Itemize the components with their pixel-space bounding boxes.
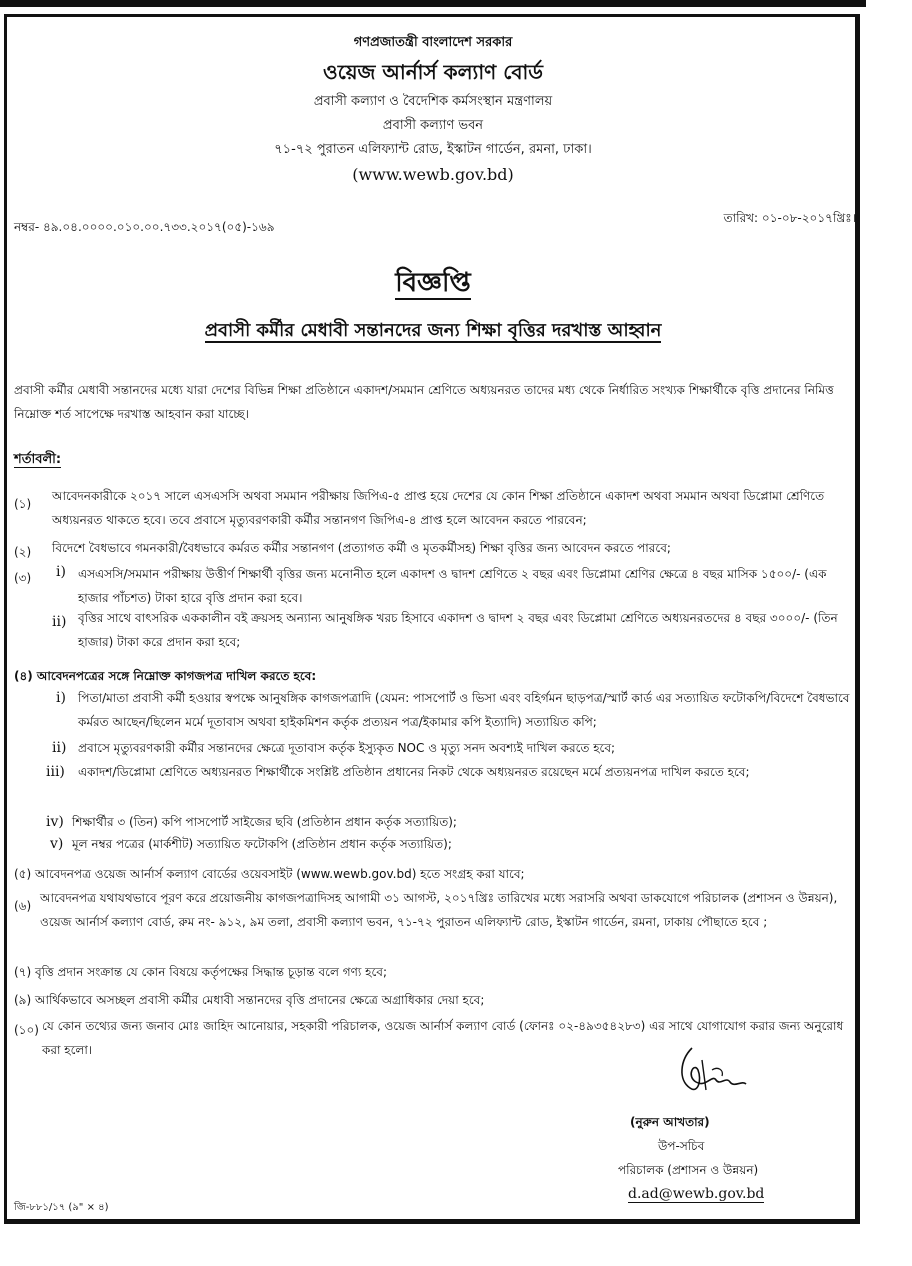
signatory-email[interactable] — [628, 1186, 764, 1202]
signatory-email-text[interactable]: d.ad@wewb.gov.bd — [628, 1186, 765, 1202]
notice-subject — [0, 316, 866, 347]
condition-4-iii-label: iii) — [46, 764, 65, 780]
condition-4-v-label: v) — [50, 836, 64, 852]
intro-paragraph: প্রবাসী কর্মীর মেধাবী সন্তানদের মধ্যে যারা দেশের বিভিন্ন শিক্ষা প্রতিষ্ঠানে একাদশ/সমমান শ্রেণিতে অধ্যয়নরত তাদের মধ্য থেকে নির্ধারিত সংখ্যক শিক্ষার্থীকে বৃত্তি প্রদানের নিমিত্ত নিম্নোক্ত শর্ত সাপেক্ষে দরখাস্ত আহবান করা যাচ্ছে। — [14, 383, 834, 421]
building-name: প্রবাসী কল্যাণ ভবন — [382, 118, 484, 133]
condition-6-text: আবেদনপত্র যথাযথভাবে পূরণ করে প্রয়োজনীয় কাগজপত্রাদিসহ আগামী ৩১ আগস্ট, ২০১৭খ্রিঃ তারিখের মধ্যে সরাসরি অথবা ডাকযোগে পরিচালক (প্রশাসন ও উন্নয়ন), ওয়েজ আর্নার্স কল্যাণ বোর্ড, রুম নং- ৯১২, ৯ম তলা, প্রবাসী কল্যাণ ভবন, ৭১-৭২ পুরাতন এলিফ্যান্ট রোড, ইস্কাটন গার্ডেন, রমনা, ঢাকায় পৌছাতে হবে ; — [40, 891, 838, 929]
condition-3-i-label: i) — [56, 564, 66, 580]
issue-date: তারিখ: ০১-০৮-২০১৭খ্রিঃ। — [723, 211, 856, 225]
condition-4-v-text: মূল নম্বর পত্রের (মার্কশীট) সত্যায়িত ফটোকপি (প্রতিষ্ঠান প্রধান কর্তৃক সত্যায়িত); — [72, 837, 452, 851]
conditions-heading — [14, 450, 61, 471]
footer-code: জি-৮৮১/১৭ (৯" × ৪) — [14, 1202, 109, 1213]
condition-4-iv-label: iv) — [46, 814, 64, 830]
condition-10-number: (১০) — [14, 1023, 39, 1037]
condition-4-iii-text: একাদশ/ডিপ্লোমা শ্রেণিতে অধ্যয়নরত শিক্ষার্থীকে সংশ্লিষ্ট প্রতিষ্ঠান প্রধানের নিকট থেকে অধ্যয়নরত রয়েছেন মর্মে প্রত্যয়নপত্র দাখিল করতে হবে; — [78, 765, 750, 779]
condition-3-ii-text: বৃত্তির সাথে বাৎসরিক এককালীন বই ক্রয়সহ অন্যান্য আনুষঙ্গিক খরচ হিসাবে একাদশ ও দ্বাদশ ২ বছর এবং ডিপ্লোমা শ্রেণিতে অধ্যয়নরতদের ৪ বছর ৩০০০/- (তিন হাজার) টাকা করে প্রদান করা হবে; — [78, 611, 838, 649]
condition-2-text: বিদেশে বৈধভাবে গমনকারী/বৈধভাবে কর্মরত কর্মীর সন্তানগণ (প্রত্যাগত কর্মী ও মৃতকর্মীসহ) শিক্ষা বৃত্তির জন্য আবেদন করতে পারবে; — [52, 541, 671, 555]
notice-subject-text: প্রবাসী কর্মীর মেধাবী সন্তানদের জন্য শিক্ষা বৃত্তির দরখাস্ত আহ্বান — [204, 320, 662, 341]
reference-number: নম্বর- ৪৯.০৪.০০০০.০১০.০০.৭৩৩.২০১৭(০৫)-১৬৯ — [14, 220, 275, 234]
website-link[interactable]: (www.wewb.gov.bd) — [352, 165, 514, 184]
conditions-heading-text: শর্তাবলী: — [14, 452, 62, 467]
signature-mark — [672, 1040, 752, 1100]
condition-3-number: (৩) — [14, 571, 32, 585]
condition-4-heading: (৪) আবেদনপত্রের সঙ্গে নিম্নোক্ত কাগজপত্র দাখিল করতে হবে: — [14, 669, 317, 683]
condition-3-i-text: এসএসসি/সমমান পরীক্ষায় উত্তীর্ণ শিক্ষার্থী বৃত্তির জন্য মনোনীত হলে একাদশ ও দ্বাদশ শ্রেণিতে ২ বছর এবং ডিপ্লোমা শ্রেণির ক্ষেত্রে ৪ বছর মাসিক ১৫০০/- (এক হাজার পাঁচশত) টাকা হারে বৃত্তি প্রদান করা হবে। — [78, 567, 827, 605]
condition-9-text: (৯) আর্থিকভাবে অসচ্ছল প্রবাসী কর্মীর মেধাবী সন্তানদের বৃত্তি প্রদানের ক্ষেত্রে অগ্রাধিকার দেয়া হবে; — [14, 993, 485, 1007]
govt-title: গণপ্রজাতন্ত্রী বাংলাদেশ সরকার — [353, 35, 513, 50]
condition-10-text: যে কোন তথ্যের জন্য জনাব মোঃ জাহিদ আনোয়ার, সহকারী পরিচালক, ওয়েজ আর্নার্স কল্যাণ বোর্ড (ফোনঃ ০২-৪৯৩৫৪২৮৩) এর সাথে যোগাযোগ করার জন্য অনুরোধ করা হলো। — [42, 1019, 844, 1057]
condition-1-number: (১) — [14, 497, 32, 511]
condition-1-text: আবেদনকারীকে ২০১৭ সালে এসএসসি অথবা সমমান পরীক্ষায় জিপিএ-৫ প্রাপ্ত হয়ে দেশের যে কোন শিক্ষা প্রতিষ্ঠানে একাদশ অথবা সমমান অথবা ডিপ্লোমা শ্রেণিতে অধ্যয়নরত থাকতে হবে। তবে প্রবাসে মৃত্যুবরণকারী কর্মীর সন্তানগণ জিপিএ-৪ প্রাপ্ত হলে আবেদন করতে পারবেন; — [52, 489, 825, 527]
notice-title — [0, 262, 866, 306]
condition-4-i-label: i) — [56, 690, 66, 706]
condition-5-text: (৫) আবেদনপত্র ওয়েজ আর্নার্স কল্যাণ বোর্ডের ওয়েবসাইট (www.wewb.gov.bd) হতে সংগ্রহ করা যাবে; — [14, 867, 525, 881]
signatory-post: পরিচালক (প্রশাসন ও উন্নয়ন) — [618, 1163, 759, 1177]
condition-4-ii-label: ii) — [52, 740, 67, 756]
board-title: ওয়েজ আর্নার্স কল্যাণ বোর্ড — [323, 60, 543, 84]
condition-2-number: (২) — [14, 545, 32, 559]
condition-4-iv-text: শিক্ষার্থীর ৩ (তিন) কপি পাসপোর্ট সাইজের ছবি (প্রতিষ্ঠান প্রধান কর্তৃক সত্যায়িত); — [72, 815, 457, 829]
condition-7-text: (৭) বৃত্তি প্রদান সংক্রান্ত যে কোন বিষয়ে কর্তৃপক্ষের সিদ্ধান্ত চূড়ান্ত বলে গণ্য হবে; — [14, 965, 388, 979]
notice-title-text: বিজ্ঞপ্তি — [395, 268, 471, 298]
condition-6-number: (৬) — [14, 899, 32, 913]
signatory-name: (নুরুন আখতার) — [630, 1115, 710, 1129]
condition-4-ii-text: প্রবাসে মৃত্যুবরণকারী কর্মীর সন্তানদের ক্ষেত্রে দূতাবাস কর্তৃক ইস্যুকৃত NOC ও মৃত্যু সনদ অবশ্যই দাখিল করতে হবে; — [78, 741, 616, 755]
condition-3-ii-label: ii) — [52, 614, 67, 630]
office-address: ৭১-৭২ পুরাতন এলিফ্যান্ট রোড, ইস্কাটন গার্ডেন, রমনা, ঢাকা। — [274, 142, 592, 157]
condition-4-i-text: পিতা/মাতা প্রবাসী কর্মী হওয়ার স্বপক্ষে আনুষঙ্গিক কাগজপত্রাদি (যেমন: পাসপোর্ট ও ভিসা এবং বহির্গমন ছাড়পত্র/স্মার্ট কার্ড এর সত্যায়িত ফটোকপি/বিদেশে বৈধভাবে কর্মরত আছেন/ছিলেন মর্মে দূতাবাস অথবা হাইকমিশন কর্তৃক প্রত্যয়ন পত্র/ইকামার কপি ইত্যাদি) সত্যায়িত কপি; — [78, 691, 850, 729]
ministry-name: প্রবাসী কল্যাণ ও বৈদেশিক কর্মসংস্থান মন্ত্রণালয় — [313, 94, 553, 109]
signatory-designation: উপ-সচিব — [658, 1139, 705, 1153]
top-border-bar — [0, 0, 866, 7]
